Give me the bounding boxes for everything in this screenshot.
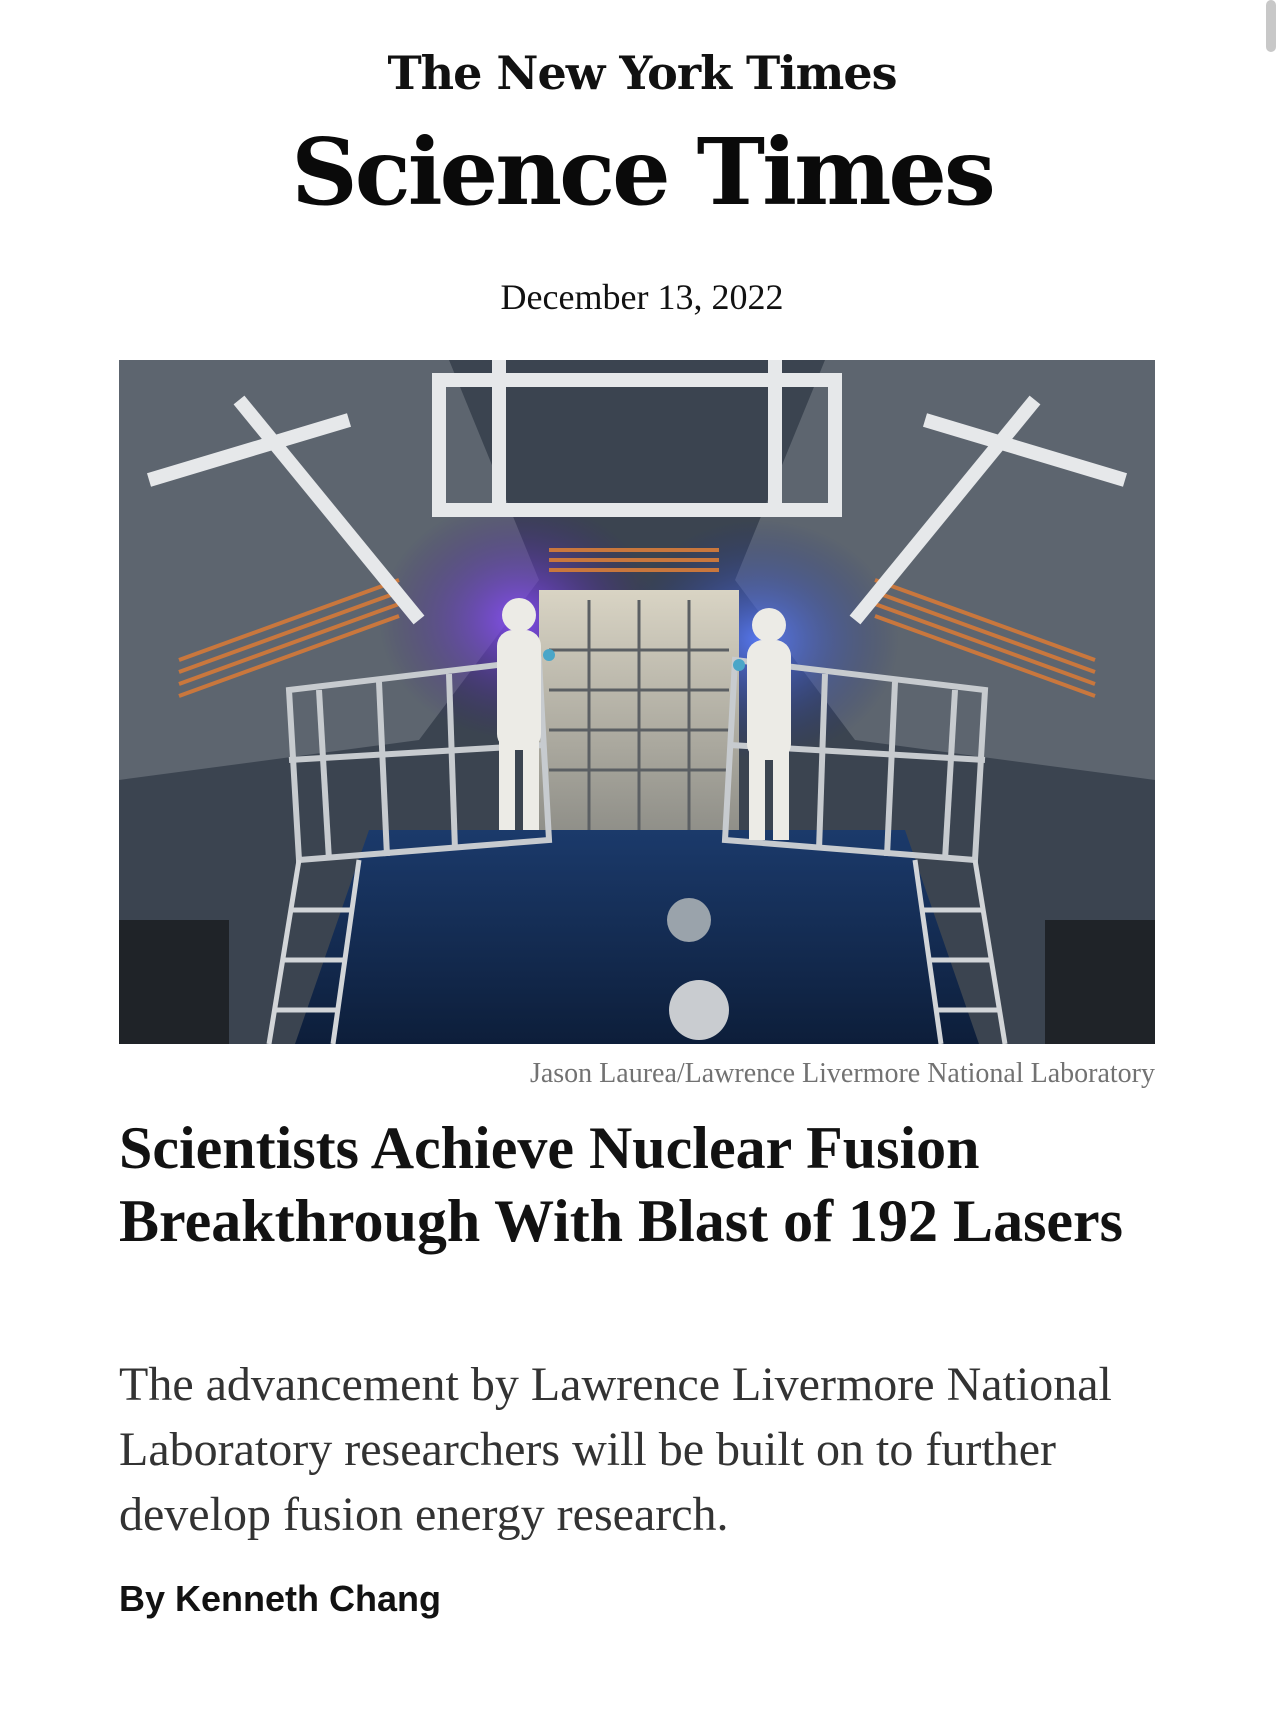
section-title: Science Times bbox=[291, 118, 993, 226]
article-summary: The advancement by Lawrence Livermore National Laboratory researchers will be built on to further develop fusion energy research. bbox=[119, 1358, 1112, 1541]
scrollbar[interactable] bbox=[1266, 0, 1276, 52]
article-date: December 13, 2022 bbox=[500, 277, 784, 317]
article-hero-image[interactable] bbox=[119, 360, 1155, 1044]
nyt-logo: The New York Times bbox=[387, 46, 897, 100]
article-headline[interactable]: Scientists Achieve Nuclear Fusion Breakthrough With Blast of 192 Lasers bbox=[119, 1115, 1124, 1254]
article-byline: By Kenneth Chang bbox=[119, 1578, 442, 1619]
photo-credit: Jason Laurea/Lawrence Livermore National Laboratory bbox=[529, 1058, 1155, 1089]
